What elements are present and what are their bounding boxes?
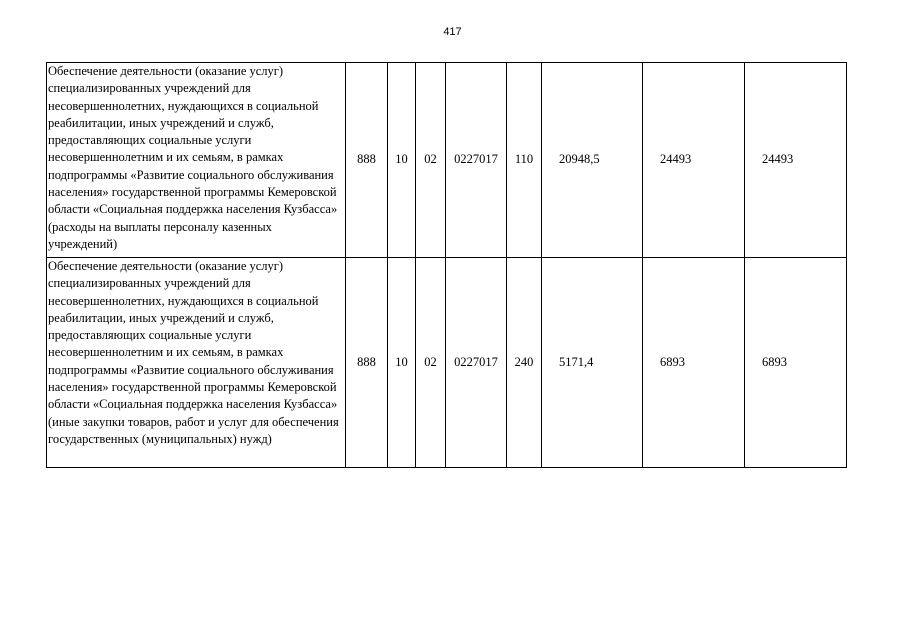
target-article-code: 0227017 bbox=[446, 258, 507, 468]
expense-type-code: 110 bbox=[507, 63, 542, 258]
amount-year-1: 20948,5 bbox=[542, 63, 643, 258]
section-code: 10 bbox=[388, 258, 416, 468]
amount-year-2: 24493 bbox=[643, 63, 745, 258]
amount-year-2: 6893 bbox=[643, 258, 745, 468]
amount-year-3: 24493 bbox=[745, 63, 847, 258]
ministry-code: 888 bbox=[346, 63, 388, 258]
row-description: Обеспечение деятельности (оказание услуг) специализированных учреждений для несовершеннолетних, нуждающихся в социальной реабилитации, иных учреждений и служб, предоставляющих социальные услуги несовершеннолетним и их семьям, в рамках подпрограммы «Развитие социального обслуживания населения» государственной программы Кемеровской области «Социальная поддержка населения Кузбасса» (иные закупки товаров, работ и услуг для обеспечения государственных (муниципальных) нужд) bbox=[47, 258, 346, 468]
target-article-code: 0227017 bbox=[446, 63, 507, 258]
subsection-code: 02 bbox=[416, 63, 446, 258]
expense-type-code: 240 bbox=[507, 258, 542, 468]
table-row bbox=[47, 63, 847, 258]
section-code: 10 bbox=[388, 63, 416, 258]
budget-table bbox=[46, 62, 847, 468]
row-description: Обеспечение деятельности (оказание услуг) специализированных учреждений для несовершеннолетних, нуждающихся в социальной реабилитации, иных учреждений и служб, предоставляющих социальные услуги несовершеннолетним и их семьям, в рамках подпрограммы «Развитие социального обслуживания населения» государственной программы Кемеровской области «Социальная поддержка населения Кузбасса» (расходы на выплаты персоналу казенных учреждений) bbox=[47, 63, 346, 258]
subsection-code: 02 bbox=[416, 258, 446, 468]
amount-year-3: 6893 bbox=[745, 258, 847, 468]
page-number: 417 bbox=[443, 26, 462, 38]
table-row bbox=[47, 258, 847, 468]
amount-year-1: 5171,4 bbox=[542, 258, 643, 468]
ministry-code: 888 bbox=[346, 258, 388, 468]
